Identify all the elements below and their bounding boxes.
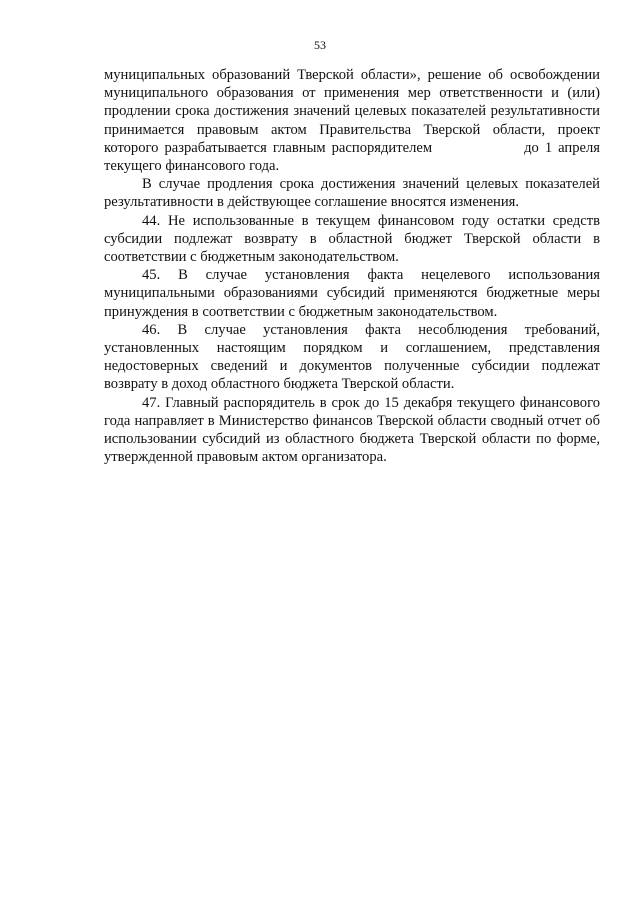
paragraph-44: 44. Не использованные в текущем финансовом году остатки средств субсидии подлежат возврату в областной бюджет Тверской области в соответствии с бюджетным законодательством.: [104, 212, 600, 266]
paragraph-45: 45. В случае установления факта нецелевого использования муниципальными образованиями субсидий применяются бюджетные меры принуждения в соответствии с бюджетным законодательством.: [104, 267, 600, 320]
paragraph-continuation: [104, 66, 600, 175]
paragraph-46: 46. В случае установления факта несоблюдения требований, установленных настоящим порядком и соглашением, представления недостоверных сведений и документов полученные субсидии подлежат возврату в доход областного бюджета Тверской области.: [104, 321, 600, 393]
document-body: [104, 66, 600, 466]
paragraph-47: 47. Главный распорядитель в срок до 15 декабря текущего финансового года направляет в Министерство финансов Тверской области сводный отчет об использовании субсидий из областного бюджета Тверской области по форме, утвержденной правовым актом организатора.: [104, 394, 600, 466]
paragraph-continuation-text: муниципальных образований Тверской области», решение об освобождении муниципального образования от применения мер ответственности и (или) продлении срока достижения значений целевых показателей результативности принимается правовым актом Правительства Тверской области, проект которого разрабатывается главным распорядителем: [104, 67, 600, 156]
page-number: 53: [314, 38, 326, 52]
paragraph-continuation-text-end: до 1 апреля текущего финансового года.: [104, 139, 600, 175]
paragraph-extension-note: В случае продления срока достижения значений целевых показателей результативности в действующее соглашение вносятся изменения.: [104, 176, 600, 211]
